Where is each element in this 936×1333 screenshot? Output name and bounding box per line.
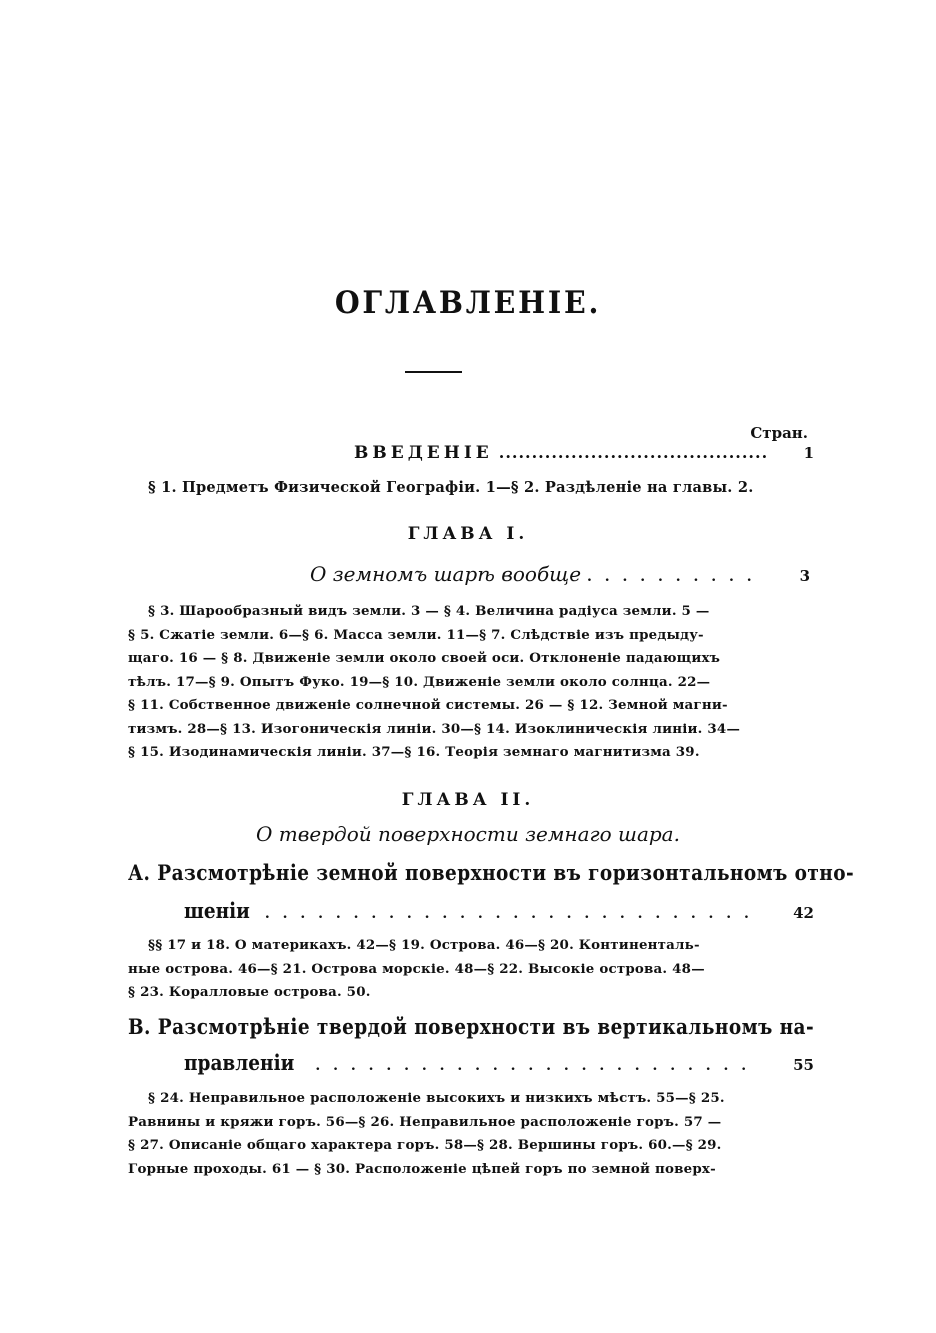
intro-heading: ВВЕДЕНІЕ: [354, 443, 493, 463]
summary-line: § 27. Описаніе общаго характера горъ. 58—§ 28. Вершины горъ. 60.—§ 29.: [128, 1137, 722, 1153]
chapter1-summary: [128, 600, 758, 765]
sectionB-title-cont: правленіи: [184, 1050, 295, 1075]
summary-line: тѣлъ. 17—§ 9. Опытъ Фуко. 19—§ 10. Движеніе земли около солнца. 22—: [128, 673, 711, 690]
sectionA-title-cont: шеніи: [184, 898, 250, 923]
intro-summary: § 1. Предметъ Физической Географіи. 1—§ 2. Раздѣленіе на главы. 2.: [148, 479, 754, 496]
leader-dots: [315, 1058, 758, 1074]
leader-dots: [587, 569, 754, 585]
summary-line: щаго. 16 — § 8. Движеніе земли около своей оси. Отклоненіе падающихъ: [128, 650, 721, 666]
chapter1-title: О земномъ шарѣ вообще: [310, 562, 582, 586]
summary-line: § 23. Коралловые острова. 50.: [128, 984, 371, 1000]
title-divider: [405, 371, 462, 373]
leader-dots: [499, 443, 768, 462]
summary-line: §§ 17 и 18. О материкахъ. 42—§ 19. Острова. 46—§ 20. Континенталь-: [148, 937, 700, 953]
sectionB-summary: [128, 1087, 768, 1181]
summary-line: Равнины и кряжи горъ. 56—§ 26. Неправильное расположеніе горъ. 57 —: [128, 1113, 722, 1130]
summary-line: § 15. Изодинамическія линіи. 37—§ 16. Теорія земнаго магнитизма 39.: [128, 744, 700, 760]
chapter1-label: ГЛАВА I.: [407, 524, 529, 544]
sectionA-summary: [128, 934, 758, 1005]
toc-entry-chapter1[interactable]: [310, 562, 810, 586]
chapter1-page-number: 3: [799, 567, 810, 585]
toc-entry-sectionB[interactable]: [184, 1050, 814, 1075]
intro-page-number: 1: [803, 444, 814, 462]
sectionA-page-number: 42: [793, 904, 814, 922]
chapter2-label: ГЛАВА II.: [401, 790, 535, 810]
sectionA-title[interactable]: А. Разсмотрѣніе земной поверхности въ горизонтальномъ отно-: [128, 860, 855, 885]
summary-line: § 3. Шарообразный видъ земли. 3 — § 4. Величина радіуса земли. 5 —: [148, 603, 710, 619]
chapter2-title: О твердой поверхности земнаго шара.: [256, 822, 680, 846]
pages-column-label: Стран.: [750, 424, 808, 442]
leader-dots: [265, 906, 758, 922]
summary-line: тизмъ. 28—§ 13. Изогоническія линіи. 30—§ 14. Изоклиническія линіи. 34—: [128, 720, 741, 737]
toc-entry-sectionA[interactable]: [184, 898, 814, 923]
summary-line: ные острова. 46—§ 21. Острова морскіе. 48—§ 22. Высокіе острова. 48—: [128, 960, 705, 977]
sectionB-title[interactable]: В. Разсмотрѣніе твердой поверхности въ вертикальномъ на-: [128, 1014, 815, 1039]
summary-line: Горные проходы. 61 — § 30. Расположеніе цѣпей горъ по земной поверх-: [128, 1160, 716, 1177]
summary-line: § 24. Неправильное расположеніе высокихъ и низкихъ мѣстъ. 55—§ 25.: [148, 1090, 725, 1106]
summary-line: § 11. Собственное движеніе солнечной системы. 26 — § 12. Земной магни-: [128, 697, 728, 713]
toc-entry-intro[interactable]: [354, 443, 814, 463]
summary-line: § 5. Сжатіе земли. 6—§ 6. Масса земли. 11—§ 7. Слѣдствіе изъ предыду-: [128, 626, 704, 643]
page-title: ОГЛАВЛЕНІЕ.: [334, 285, 602, 321]
sectionB-page-number: 55: [793, 1056, 814, 1074]
